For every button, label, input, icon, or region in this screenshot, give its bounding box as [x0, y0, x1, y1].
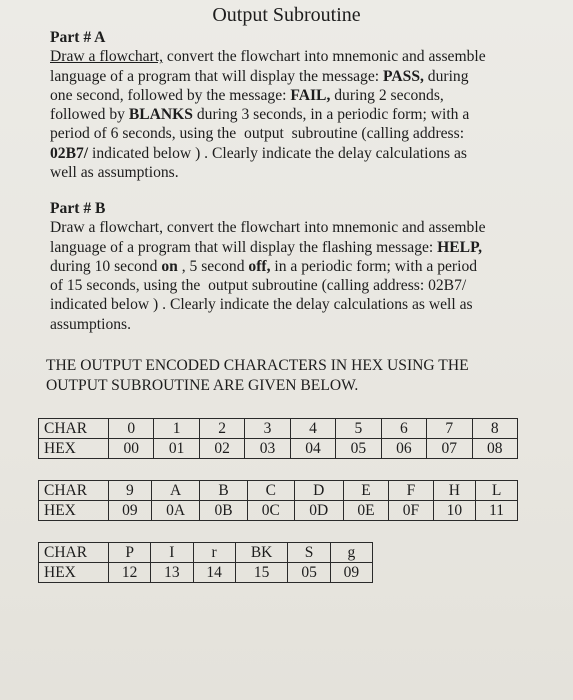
hex-cell: 02: [199, 439, 244, 459]
char-row: [39, 543, 373, 563]
part-a-heading: Part # A: [50, 29, 106, 46]
hex-cell: 14: [193, 563, 235, 583]
hex-cell: 10: [433, 501, 476, 521]
char-cell: 7: [427, 419, 472, 439]
hex-cell: 0E: [343, 501, 389, 521]
part-b-line-5: indicated below ) . Clearly indicate the delay calculations as well as: [50, 296, 473, 314]
char-cell: g: [330, 543, 372, 563]
message-blanks: BLANKS: [128, 106, 193, 124]
char-cell: C: [247, 481, 294, 501]
hex-label: HEX: [39, 501, 109, 521]
hex-notice-line-2: OUTPUT SUBROUTINE ARE GIVEN BELOW.: [46, 376, 359, 394]
part-a-line-4-post: during 3 seconds, in a periodic form; with a: [192, 106, 470, 124]
char-cell: 1: [154, 419, 199, 439]
char-cell: B: [200, 481, 247, 501]
char-cell: E: [343, 481, 389, 501]
char-cell: 5: [336, 419, 381, 439]
hex-row: [39, 563, 373, 583]
part-b-heading: Part # B: [50, 200, 106, 217]
char-cell: I: [151, 543, 193, 563]
char-cell: D: [294, 481, 343, 501]
hex-cell: 0F: [389, 501, 433, 521]
hex-row: [39, 501, 518, 521]
char-cell: 9: [109, 481, 152, 501]
hex-cell: 05: [336, 439, 381, 459]
part-a-line-3-post: during 2 seconds,: [330, 86, 444, 104]
char-label: CHAR: [39, 543, 109, 563]
hex-cell: 04: [290, 439, 335, 459]
hex-cell: 06: [381, 439, 426, 459]
part-a-line-1-rest: convert the flowchart into mnemonic and assemble: [163, 48, 486, 66]
hex-table-3: [38, 542, 373, 583]
part-a-line-3: [50, 86, 530, 105]
hex-cell: 0C: [247, 501, 294, 521]
hex-label: HEX: [39, 439, 109, 459]
char-cell: BK: [235, 543, 288, 563]
part-b-line-3-mid: , 5 second: [177, 257, 249, 275]
hex-cell: 13: [151, 563, 193, 583]
off-word: off,: [248, 257, 271, 275]
hex-table-2: [38, 480, 518, 521]
char-cell: A: [151, 481, 200, 501]
part-b: [50, 199, 530, 334]
calling-address: 02B7/: [50, 144, 89, 162]
hex-cell: 12: [109, 563, 151, 583]
message-help: HELP,: [437, 238, 483, 256]
part-b-line-3-pre: during 10 second: [50, 257, 162, 275]
part-a-line-7: well as assumptions.: [50, 164, 179, 182]
part-a-line-5: period of 6 seconds, using the output subroutine (calling address:: [50, 125, 465, 143]
part-a-line-4-pre: followed by: [50, 106, 129, 124]
char-row: [39, 481, 518, 501]
part-a-line-2-post: during: [423, 67, 469, 85]
char-cell: 6: [381, 419, 426, 439]
hex-notice: [46, 356, 526, 395]
hex-cell: 09: [330, 563, 372, 583]
part-b-line-1: Draw a flowchart, convert the flowchart into mnemonic and assemble: [50, 219, 486, 237]
part-a-line-6: [50, 144, 530, 163]
part-b-line-6: assumptions.: [50, 315, 132, 333]
hex-cell: 0A: [151, 501, 200, 521]
char-cell: r: [193, 543, 235, 563]
char-cell: 0: [109, 419, 154, 439]
on-word: on: [161, 257, 178, 275]
part-b-line-2-pre: language of a program that will display the flashing message:: [50, 238, 438, 256]
part-a: [50, 28, 530, 182]
page-title: Output Subroutine: [212, 4, 361, 26]
char-cell: 4: [290, 419, 335, 439]
hex-cell: 08: [472, 439, 518, 459]
char-cell: S: [288, 543, 330, 563]
hex-label: HEX: [39, 563, 109, 583]
char-cell: P: [109, 543, 151, 563]
message-pass: PASS,: [383, 67, 424, 85]
char-cell: 2: [199, 419, 244, 439]
char-cell: 3: [245, 419, 290, 439]
part-a-line-2: [50, 67, 530, 86]
char-cell: H: [433, 481, 476, 501]
message-fail: FAIL,: [290, 86, 331, 104]
hex-cell: 00: [109, 439, 154, 459]
part-b-line-3: [50, 257, 530, 276]
hex-row: [39, 439, 518, 459]
char-row: [39, 419, 518, 439]
hex-notice-line-1: THE OUTPUT ENCODED CHARACTERS IN HEX USING THE: [46, 357, 469, 374]
flowchart-underlined-text: Draw a flowchart,: [50, 48, 164, 66]
part-a-line-6-post: indicated below ) . Clearly indicate the delay calculations as: [88, 144, 467, 162]
hex-cell: 15: [235, 563, 288, 583]
part-a-line-3-pre: one second, followed by the message:: [50, 86, 291, 104]
hex-cell: 0B: [200, 501, 247, 521]
part-b-line-2: [50, 238, 530, 257]
hex-cell: 11: [476, 501, 518, 521]
hex-cell: 0D: [294, 501, 343, 521]
part-a-line-2-pre: language of a program that will display the message:: [50, 67, 384, 85]
part-b-line-4: of 15 seconds, using the output subroutine (calling address: 02B7/: [50, 277, 467, 295]
hex-cell: 03: [245, 439, 290, 459]
hex-cell: 07: [427, 439, 472, 459]
hex-cell: 09: [109, 501, 152, 521]
hex-table-1: [38, 418, 518, 459]
part-b-line-3-post: in a periodic form; with a period: [270, 257, 478, 275]
part-a-line-4: [50, 105, 530, 124]
char-cell: 8: [472, 419, 518, 439]
char-cell: L: [476, 481, 518, 501]
part-a-line-1: [50, 47, 530, 66]
hex-cell: 05: [288, 563, 330, 583]
char-label: CHAR: [39, 481, 109, 501]
char-label: CHAR: [39, 419, 109, 439]
hex-cell: 01: [154, 439, 199, 459]
char-cell: F: [389, 481, 433, 501]
